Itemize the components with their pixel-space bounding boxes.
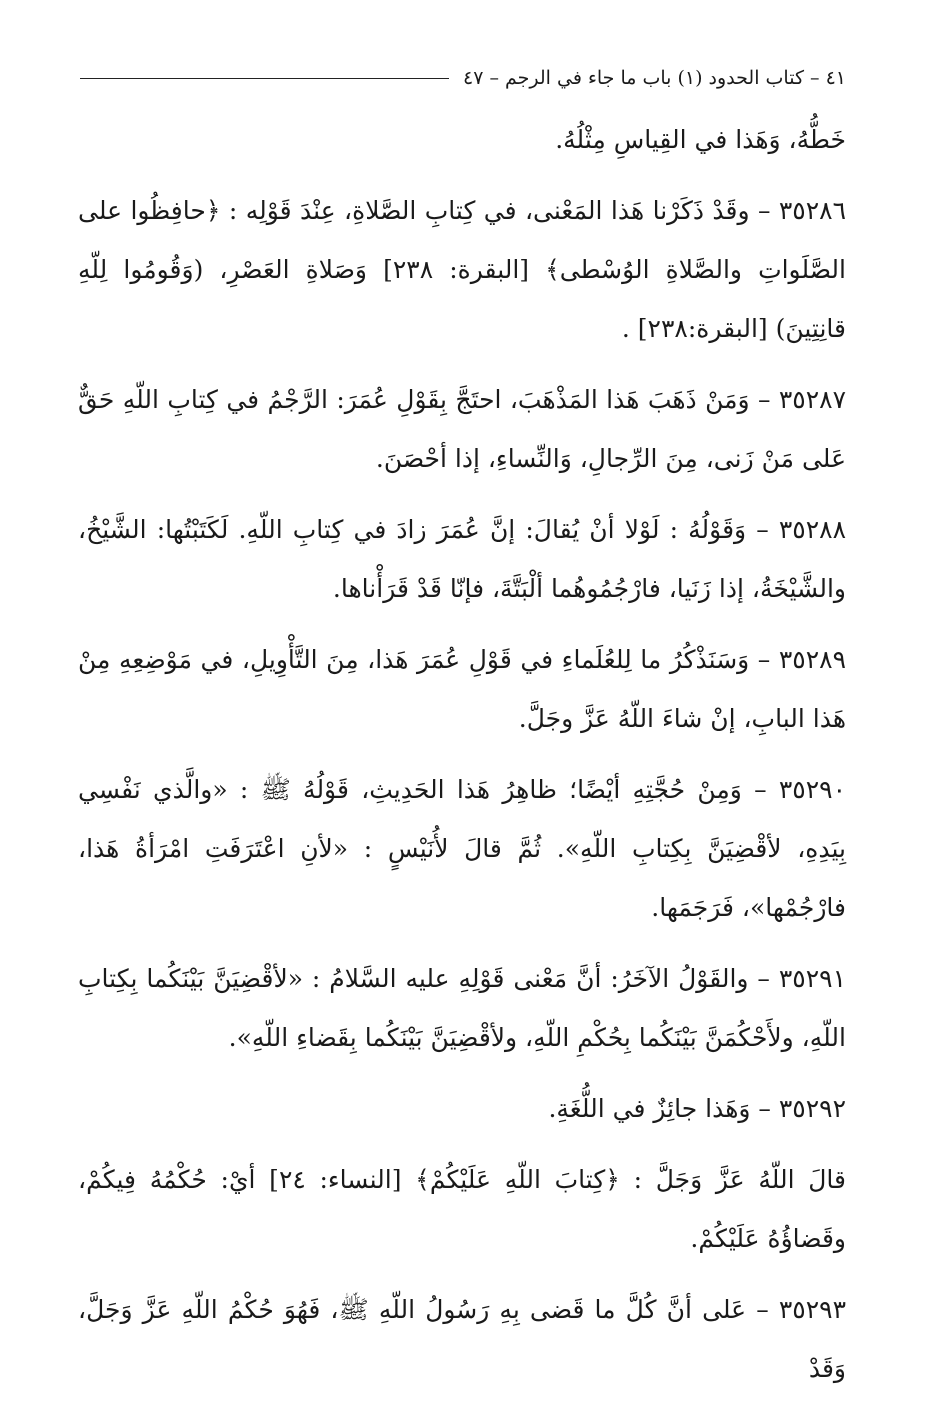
body-text	[78, 110, 846, 1410]
header-rule	[80, 78, 449, 79]
paragraph-35291: ٣٥٢٩١ – والقَوْلُ الآخَرُ: أنَّ مَعْنى قَوْلِهِ عليه السَّلامُ : «لأقْضِيَنَّ بَيْنَكُما بِكِتابِ اللّهِ، ولأَحْكُمَنَّ بَيْنَكُما بِحُكْمِ اللّهِ، ولأقْضِيَنَّ بَيْنَكُما بِقَضاءِ اللّهِ».	[78, 964, 846, 1052]
paragraph-35293: ٣٥٢٩٣ – عَلى أنَّ كُلَّ ما قَضى بِهِ رَسُولُ اللّهِ ﷺ، فَهُوَ حُكْمُ اللّهِ عَزَّ وَجَلَّ، وَقَدْ	[78, 1295, 846, 1383]
header-title: ٤١ – كتاب الحدود (١) باب ما جاء في الرجم – ٤٧	[463, 67, 846, 89]
paragraph-35292: ٣٥٢٩٢ – وَهَذا جائِزٌ في اللُّغَةِ.	[548, 1094, 846, 1123]
paragraph-35288: ٣٥٢٨٨ – وَقَوْلُهُ : لَوْلا أنْ يُقالَ: إنَّ عُمَرَ زادَ في كِتابِ اللّهِ. لَكَتَبْتُها: الشَّيْخُ، والشَّيْخَةُ، إذا زَنَيا، فارْجُمُوهُما ألْبَتَّةَ، فإنّا قَدْ قَرَأْناها.	[78, 515, 846, 603]
paragraph-35287: ٣٥٢٨٧ – وَمَنْ ذَهَبَ هَذا المَذْهَبَ، احتَجَّ بِقَوْلِ عُمَرَ: الرَّجْمُ في كِتابِ اللّهِ حَقٌّ عَلى مَنْ زَنى، مِنَ الرِّجالِ، وَالنِّساءِ، إذا أحْصَنَ.	[78, 385, 846, 473]
paragraph-quran-citation: قالَ اللّهُ عَزَّ وَجَلَّ : ﴿كِتابَ اللّهِ عَلَيْكُمْ﴾ [النساء: ٢٤] أيْ: حُكْمُهُ فِيكُمْ، وقَضاؤُهُ عَلَيْكُمْ.	[78, 1165, 846, 1253]
running-header	[80, 60, 846, 96]
paragraph-35289: ٣٥٢٨٩ – وَسَنَذْكُرُ ما لِلعُلَماءِ في قَوْلِ عُمَرَ هَذا، مِنَ التَّأْوِيلِ، في مَوْضِعِهِ مِنْ هَذا البابِ، إنْ شاءَ اللّهُ عَزَّ وجَلَّ.	[78, 645, 846, 733]
paragraph-35286: ٣٥٢٨٦ – وقَدْ ذَكَرْنا هَذا المَعْنى، في كِتابِ الصَّلاةِ، عِنْدَ قَوْلِه : ﴿حافِظُوا على الصَّلَواتِ والصَّلاةِ الوُسْطى﴾ [البقرة: ٢٣٨] وَصَلاةِ العَصْرِ، (وَقُومُوا لِلّهِ قانِتِينَ) [البقرة:٢٣٨] .	[78, 196, 846, 343]
paragraph-continuation: خَطُّهُ، وَهَذا في القِياسِ مِثْلُهُ.	[555, 125, 846, 154]
paragraph-35290: ٣٥٢٩٠ – وَمِنْ حُجَّتِهِ أيْضًا؛ ظاهِرُ هَذا الحَدِيثِ، قَوْلُهُ ﷺ : «والَّذي نَفْسِي بِيَدِهِ، لأقْضِيَنَّ بِكِتابِ اللّهِ». ثُمَّ قالَ لأُنَيْسٍ : «لأنِ اعْتَرَفَتِ امْرَأةُ هَذا، فارْجُمْها»، فَرَجَمَها.	[78, 775, 846, 922]
